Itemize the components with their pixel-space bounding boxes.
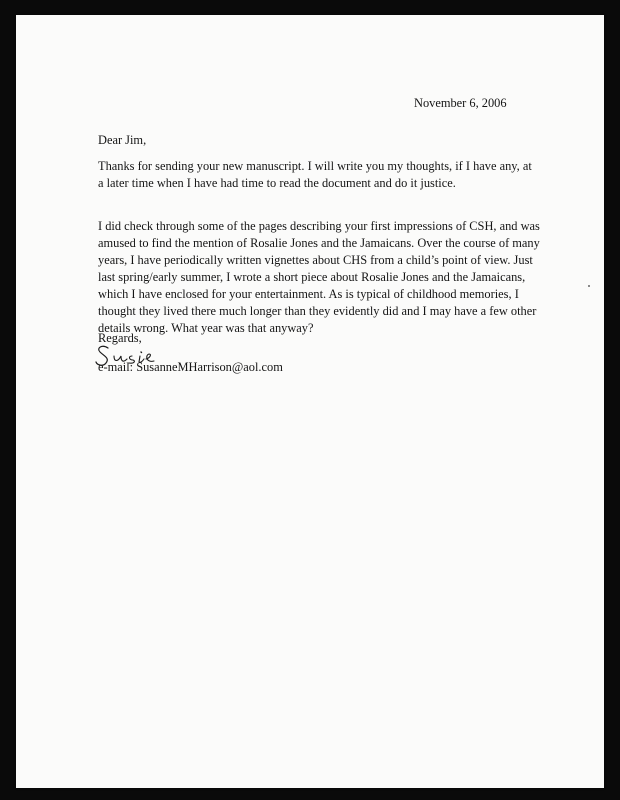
paragraph-1 — [98, 158, 532, 192]
paragraph-line: thought they lived there much longer than they evidently did and I may have a few other — [98, 304, 537, 318]
paragraph-line: details wrong. What year was that anyway? — [98, 321, 314, 335]
paragraph-2 — [98, 218, 540, 337]
closing: Regards, — [98, 331, 142, 345]
paragraph-line: I did check through some of the pages describing your first impressions of CSH, and was — [98, 219, 540, 233]
paragraph-line: a later time when I have had time to read the document and do it justice. — [98, 176, 456, 190]
paragraph-line: years, I have periodically written vignettes about CHS from a child’s point of view. Just — [98, 253, 533, 267]
salutation: Dear Jim, — [98, 133, 147, 147]
letter-page — [16, 15, 604, 788]
paragraph-line: which I have enclosed for your entertainment. As is typical of childhood memories, I — [98, 287, 519, 301]
email-line: e-mail: SusanneMHarrison@aol.com — [98, 360, 283, 374]
paragraph-line: Thanks for sending your new manuscript. I will write you my thoughts, if I have any, at — [98, 159, 532, 173]
paper-speck — [588, 285, 590, 287]
paragraph-line: amused to find the mention of Rosalie Jones and the Jamaicans. Over the course of many — [98, 236, 540, 250]
letter-date: November 6, 2006 — [414, 96, 507, 110]
paragraph-line: last spring/early summer, I wrote a short piece about Rosalie Jones and the Jamaicans, — [98, 270, 526, 284]
